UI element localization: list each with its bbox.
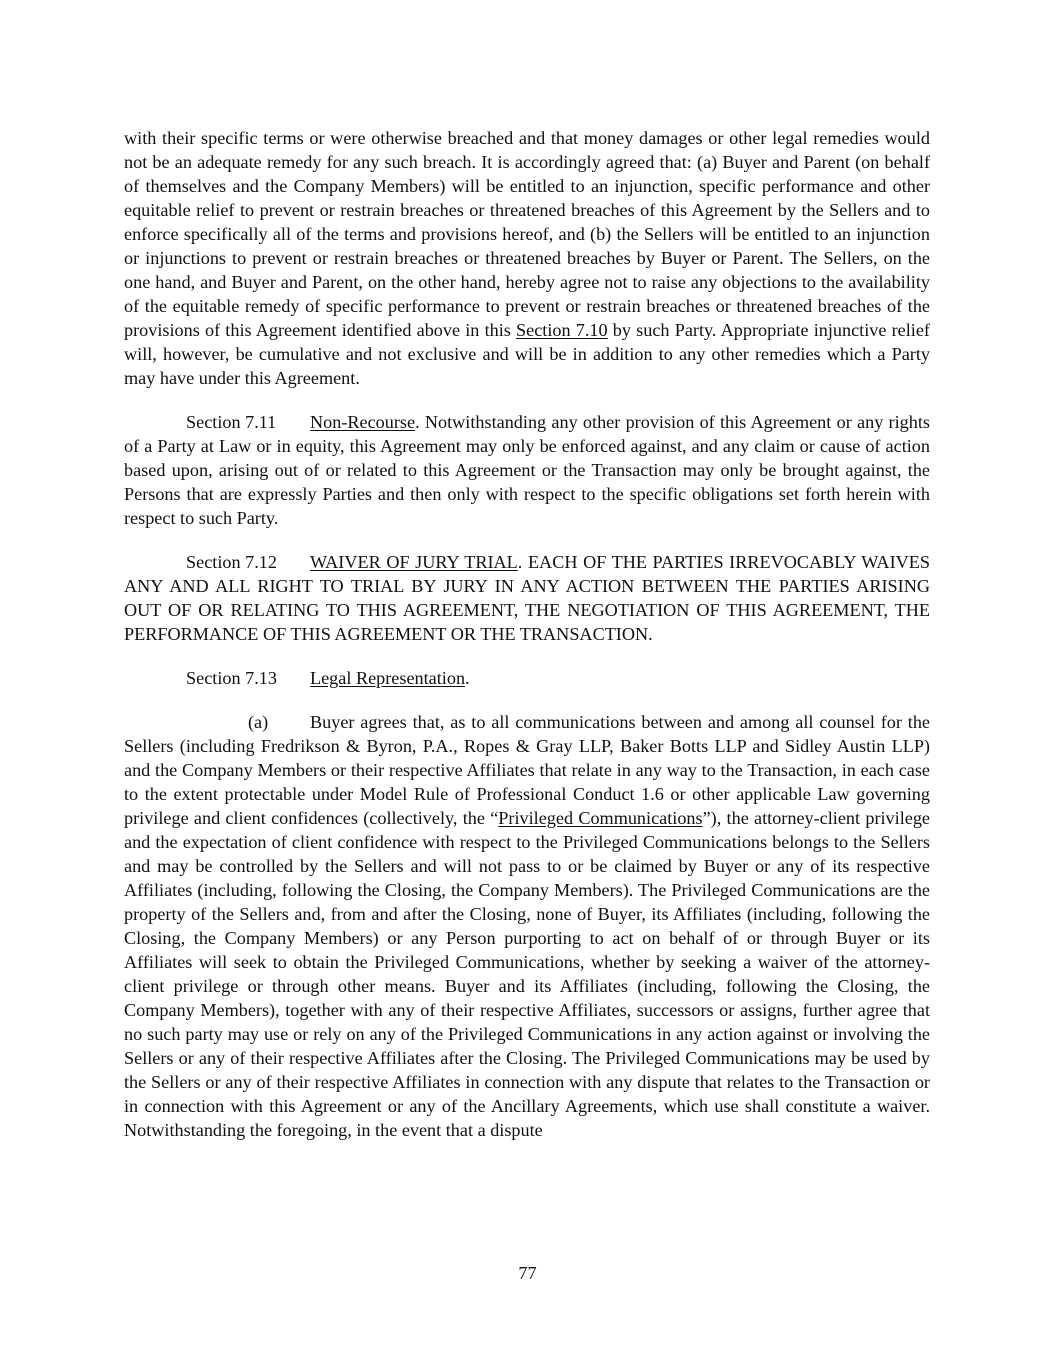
subsection-text: ”), the attorney-client privilege and the expectation of client confidence with respect to the Privileged Communications belongs to the Sellers and may be controlled by the Sellers and will not pass to or be claimed by Buyer or any of its respective Affiliates (including, following the Closing, the Company Members). The Privileged Communications are the property of the Sellers and, from and after the Closing, none of Buyer, its Affiliates (including, following the Closing, the Company Members) or any Person purporting to act on behalf of or through Buyer or its Affiliates will seek to obtain the Privileged Communications, whether by seeking a waiver of the attorney-client privilege or through other means. Buyer and its Affiliates (including, following the Closing, the Company Members), together with any of their respective Affiliates, successors or assigns, further agree that no such party may use or rely on any of the Privileged Communications in any action against or involving the Sellers or any of their respective Affiliates after the Closing. The Privileged Communications may be used by the Sellers or any of their respective Affiliates in connection with any dispute that relates to the Transaction or in connection with this Agreement or any of the Ancillary Agreements, which use shall constitute a waiver. Notwithstanding the foregoing, in the event that a dispute: [124, 808, 930, 1140]
section-body: . EACH OF THE PARTIES IRREVOCABLY WAIVES ANY AND ALL RIGHT TO TRIAL BY JURY IN ANY ACTION BETWEEN THE PARTIES ARISING OUT OF OR RELATING TO THIS AGREEMENT, THE NEGOTIATION OF THIS AGREEMENT, THE PERFORMANCE OF THIS AGREEMENT OR THE TRANSACTION.: [124, 552, 930, 644]
paragraph-text: with their specific terms or were otherwise breached and that money damages or other legal remedies would not be an adequate remedy for any such breach. It is accordingly agreed that: (a) Buyer and Parent (on behalf of themselves and the Company Members) will be entitled to an injunction, specific performance and other equitable relief to prevent or restrain breaches or threatened breaches of this Agreement by the Sellers and to enforce specifically all of the terms and provisions hereof, and (b) the Sellers will be entitled to an injunction or injunctions to prevent or restrain breaches or threatened breaches by Buyer or Parent. The Sellers, on the one hand, and Buyer and Parent, on the other hand, hereby agree not to raise any objections to the availability of the equitable remedy of specific performance to prevent or restrain breaches or threatened breaches of the provisions of this Agreement identified above in this: [124, 128, 930, 340]
section-title: Non-Recourse: [310, 412, 416, 432]
section-title: WAIVER OF JURY TRIAL: [310, 552, 518, 572]
defined-term: Privileged Communications: [498, 808, 703, 828]
section-reference-link: Section 7.10: [516, 320, 608, 340]
section-7-11: [124, 410, 930, 530]
section-title: Legal Representation: [310, 668, 466, 688]
section-body: . Notwithstanding any other provision of this Agreement or any rights of a Party at Law or in equity, this Agreement may only be enforced against, and any claim or cause of action based upon, arising out of or related to this Agreement or the Transaction may only be brought against, the Persons that are expressly Parties and then only with respect to the specific obligations set forth herein with respect to such Party.: [124, 412, 930, 528]
page-number: 77: [518, 1263, 537, 1283]
section-number: Section 7.11: [186, 412, 277, 432]
paragraph-text: by such Party. Appropriate injunctive relief will, however, be cumulative and not exclusive and will be in addition to any other remedies which a Party may have under this Agreement.: [124, 320, 930, 388]
specific-performance-paragraph: [124, 126, 930, 390]
section-number: Section 7.12: [186, 552, 277, 572]
document-page: [124, 126, 930, 1162]
section-7-13-a: [124, 710, 930, 1142]
section-title-end: .: [465, 668, 470, 688]
section-7-13: [124, 666, 930, 690]
subsection-text: Buyer agrees that, as to all communications between and among all counsel for the Sellers (including Fredrikson & Byron, P.A., Ropes & Gray LLP, Baker Botts LLP and Sidley Austin LLP) and the Company Members or their respective Affiliates that relate in any way to the Transaction, in each case to the extent protectable under Model Rule of Professional Conduct 1.6 or other applicable Law governing privilege and client confidences (collectively, the “: [124, 712, 930, 828]
section-number: Section 7.13: [186, 668, 277, 688]
section-7-12: [124, 550, 930, 646]
subsection-label: (a): [248, 712, 269, 732]
